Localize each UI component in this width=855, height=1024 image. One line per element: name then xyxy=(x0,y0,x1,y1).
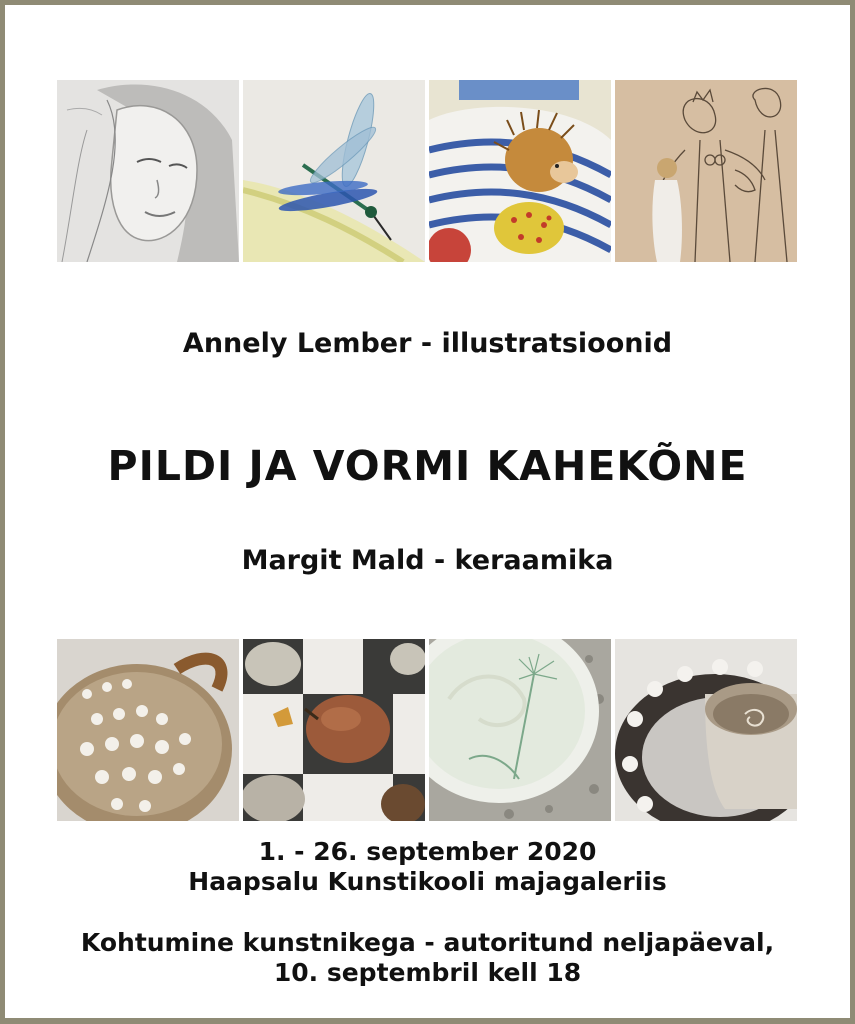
artist-meeting-line-1: Kohtumine kunstnikega - autoritund neljapäeval, xyxy=(80,928,775,957)
illustration-girl-portrait xyxy=(57,80,239,262)
exhibition-dates: 1. - 26. september 2020 xyxy=(258,837,597,866)
artist-meeting-line-2: 10. septembril kell 18 xyxy=(273,958,582,987)
illustration-dragonfly xyxy=(243,80,425,262)
illustration-children-sketch xyxy=(615,80,797,262)
exhibition-title: PILDI JA VORMI KAHEKÕNE xyxy=(107,442,748,490)
ceramic-dandelion-bowl xyxy=(429,639,611,821)
ceramics-row xyxy=(57,639,799,821)
exhibition-poster xyxy=(5,5,850,1018)
ceramic-cup-saucer xyxy=(615,639,797,821)
ceramic-apple-checkerboard xyxy=(243,639,425,821)
exhibition-venue: Haapsalu Kunstikooli majagaleriis xyxy=(188,867,667,896)
illustration-artist-heading: Annely Lember - illustratsioonid xyxy=(182,328,673,359)
ceramic-colander-bowl xyxy=(57,639,239,821)
illustrations-row xyxy=(57,80,799,262)
ceramics-artist-heading: Margit Mald - keraamika xyxy=(241,545,614,576)
illustration-hedgehog xyxy=(429,80,611,262)
